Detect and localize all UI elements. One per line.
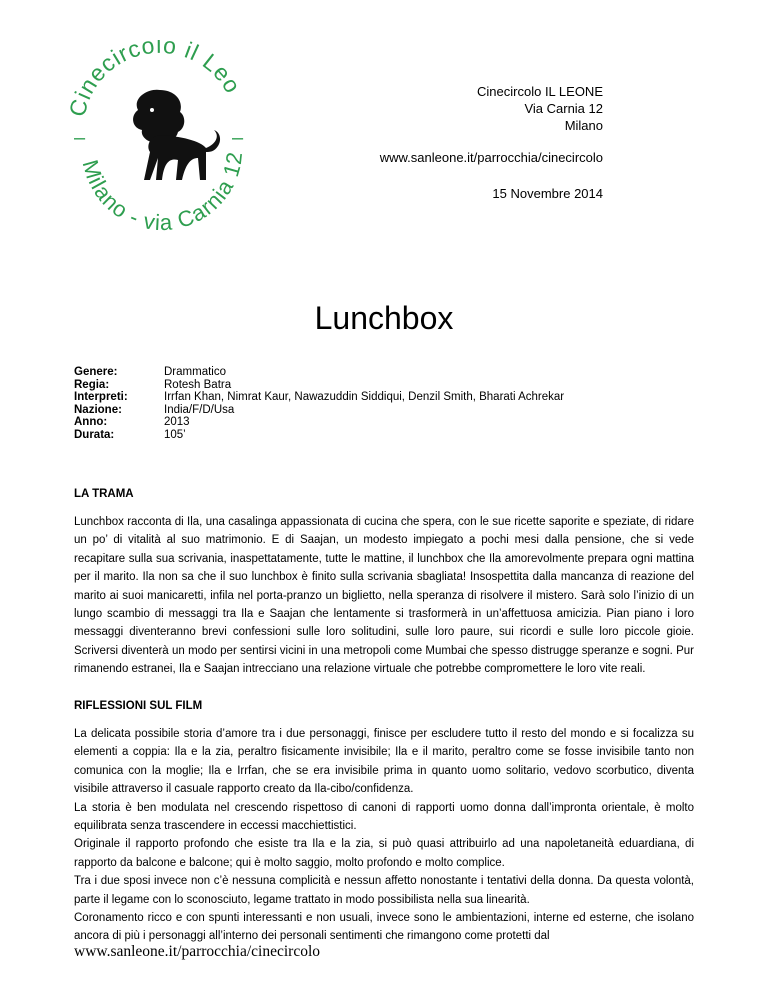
- info-row-durata: [74, 429, 564, 442]
- riflessioni-paragraph: Coronamento ricco e con spunti interessanti e non usuali, invece sono le ambientazioni, interne ed esterne, che isolano ancora di più i personaggi all’interno dei personali sentimenti che rimangono come protetti dal: [74, 912, 694, 943]
- info-row-genere: [74, 366, 564, 379]
- organization-name: Cinecircolo IL LEONE: [477, 84, 603, 99]
- trama-heading: LA TRAMA: [74, 488, 134, 500]
- info-value: Rotesh Batra: [164, 378, 232, 391]
- info-value: India/F/D/Usa: [164, 403, 235, 416]
- riflessioni-paragraph: Tra i due sposi invece non c’è nessuna complicità e nessun affetto nonostante i tentativi della donna. Da questa volontà, parte il legame con lo sconosciuto, legame trattato in modo possibilista nella sua linearità.: [74, 875, 694, 906]
- riflessioni-heading: RIFLESSIONI SUL FILM: [74, 700, 203, 712]
- info-key: Nazione:: [74, 403, 122, 416]
- info-key: Genere:: [74, 366, 118, 378]
- film-info-table: [74, 366, 564, 441]
- logo-dash-right: –: [232, 127, 244, 149]
- organization-street: Via Carnia 12: [524, 101, 603, 116]
- logo-arc-text: Cinecircolo il Leo: [63, 40, 247, 120]
- info-row-interpreti: [74, 391, 564, 404]
- organization-city: Milano: [564, 118, 603, 133]
- riflessioni-paragraph: La delicata possibile storia d’amore tra i due personaggi, finisce per escludere tutto il resto del mondo e si focalizza su elementi a coppia: Ila e la zia, peraltro fisicamente invisibile; Ila e il marito, peraltro come se fosse invisibile tanto non comunica con la moglie; Ila e Irrfan, che se era invisibile prima in quanto uomo solitario, vedovo scorbutico, diventa visibile attraverso il casuale rapporto creato da Ila-cibo/confidenza.: [74, 728, 694, 796]
- riflessioni-paragraph: Originale il rapporto profondo che esiste tra Ila e la zia, si può quasi attribuirlo ad una napoletaneità eduardiana, di rapporto da balcone e balcone; qui è molto saggio, molto profondo e molto complice.: [74, 838, 694, 869]
- footer-website[interactable]: www.sanleone.it/parrocchia/cinecircolo: [74, 943, 321, 960]
- info-row-nazione: [74, 404, 564, 417]
- logo-bottom-text: Milano - via Carnia 12: [77, 149, 248, 236]
- film-title: Lunchbox: [314, 300, 454, 336]
- lion-icon: [133, 90, 220, 180]
- cinecircolo-logo: [60, 40, 260, 240]
- trama-text: Lunchbox racconta di Ila, una casalinga appassionata di cucina che spera, con le sue ricette saporite e speziate, di ridare un po’ di vitalità al suo matrimonio. E di Saajan, un modesto impiegato a pochi mesi dalla pensione, che si vede recapitare sulla sua scrivania, inaspettatamente, tutte le mattine, il lunchbox che Ila amorevolmente prepara ogni mattina per il marito. Ila non sa che il suo lunchbox è finito sulla scrivania sbagliata! Insospettita dalla mancanza di reazione del marito ai suoi manicaretti, infila nel porta-pranzo un biglietto, nella speranza di risolvere il mistero. Sarà solo l’inizio di un lungo scambio di messaggi tra Ila e Saajan che lentamente si trasformerà in un’affettuosa amicizia. Pian piano i loro messaggi diventeranno brevi confessioni sulle loro solitudini, sulle loro paure, sui ricordi e sulle loro piccole gioie. Scriversi diventerà un modo per sentirsi vicini in una metropoli come Mumbai che spesso distrugge speranze e sogni. Pur rimanendo estranei, Ila e Saajan intrecciano una relazione virtuale che potrebbe compromettere le loro vite reali.: [74, 516, 694, 676]
- info-key: Interpreti:: [74, 391, 128, 403]
- info-key: Anno:: [74, 416, 108, 428]
- info-value: 105’: [164, 428, 186, 441]
- riflessioni-paragraph: La storia è ben modulata nel crescendo rispettoso di canoni di rapporti uomo donna dall’impronta orientale, è molto equilibrata senza trascendere in eccessi macchiettistici.: [74, 801, 694, 833]
- document-date: 15 Novembre 2014: [492, 186, 603, 201]
- info-value: Drammatico: [164, 366, 226, 378]
- info-key: Regia:: [74, 378, 110, 391]
- info-key: Durata:: [74, 428, 115, 441]
- trama-section: [74, 488, 694, 679]
- logo-dash-left: –: [74, 127, 86, 149]
- info-row-anno: [74, 416, 564, 429]
- info-row-regia: [74, 379, 564, 392]
- info-value: 2013: [164, 416, 190, 428]
- website-link[interactable]: www.sanleone.it/parrocchia/cinecircolo: [379, 150, 603, 165]
- organization-address: [477, 83, 603, 134]
- riflessioni-section: [74, 700, 694, 946]
- info-value: Irrfan Khan, Nimrat Kaur, Nawazuddin Siddiqui, Denzil Smith, Bharati Achrekar: [164, 391, 565, 403]
